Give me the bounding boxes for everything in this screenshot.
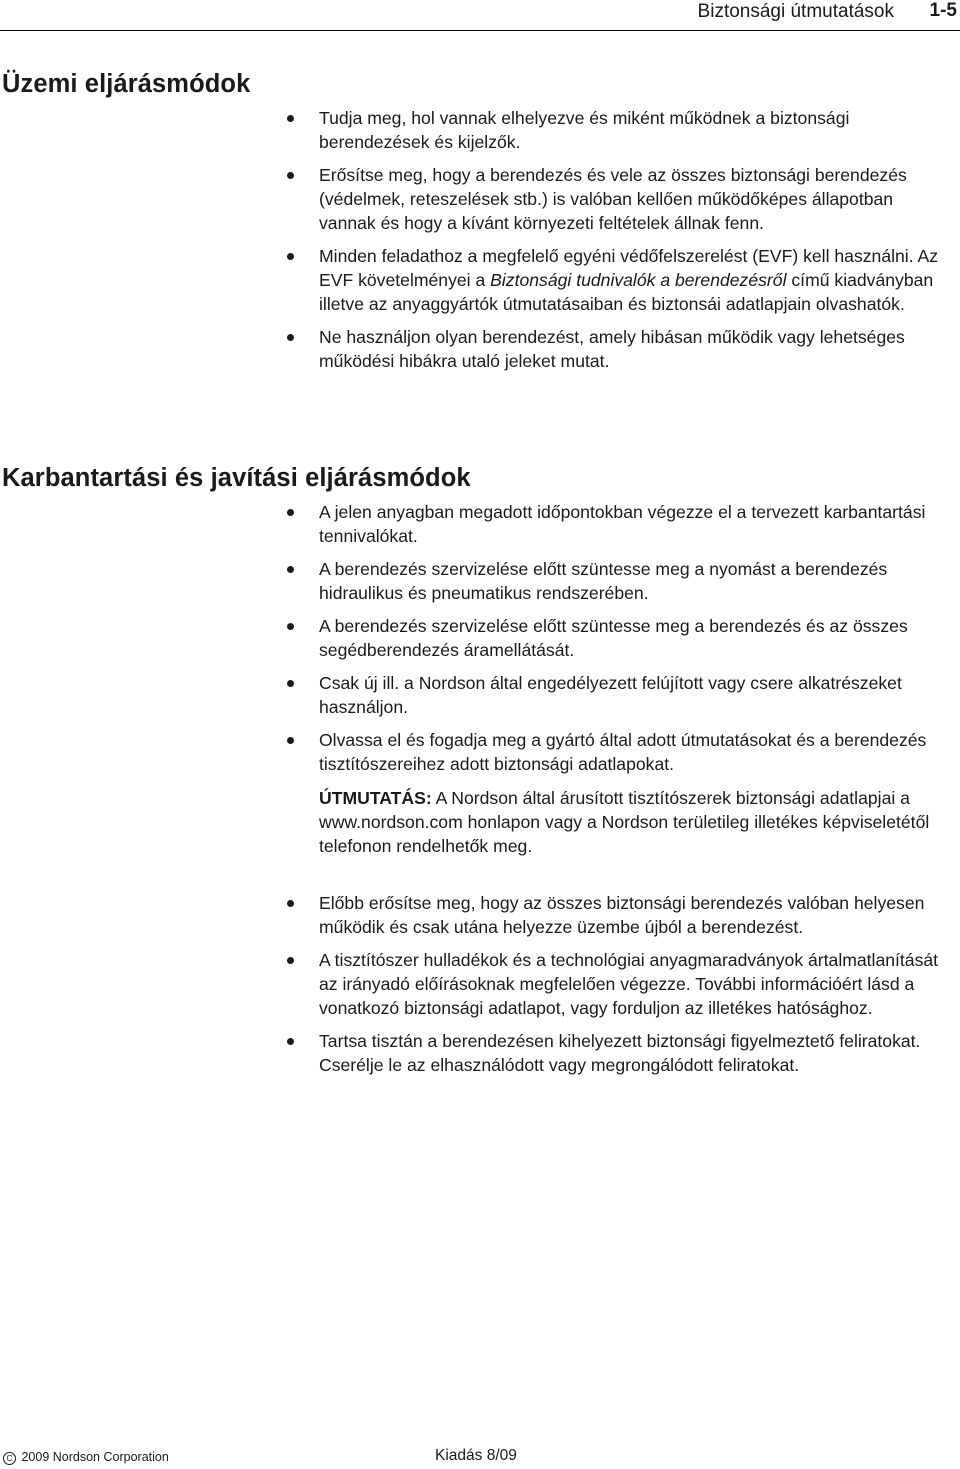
bullet-icon: [287, 253, 294, 260]
page-header: [0, 0, 960, 31]
list-item: Ne használjon olyan berendezést, amely hibásan működik vagy lehetséges működési hibákra utaló jeleket mutat.: [287, 325, 953, 373]
list-item: Olvassa el és fogadja meg a gyártó által adott útmutatásokat és a berendezés tisztítószereihez adott biztonsági adatlapokat. ÚTMUTATÁS: A Nordson által árusított tisztítószerek biztonsági adatlapjai a www.nordson.com honlapon vagy a Nordson területileg illetékes képviseletétől telefonon rendelhetők meg.: [287, 728, 953, 858]
bullet-icon: [287, 334, 294, 341]
list-item: Csak új ill. a Nordson által engedélyezett felújított vagy csere alkatrészeket használjon.: [287, 671, 953, 719]
footer-copyright: C 2009 Nordson Corporation: [3, 1450, 169, 1465]
bullet-icon: [287, 957, 294, 964]
list-item: A jelen anyagban megadott időpontokban végezze el a tervezett karbantartási tennivalókat.: [287, 500, 953, 548]
list-item: Tudja meg, hol vannak elhelyezve és miként működnek a biztonsági berendezések és kijelzők.: [287, 106, 953, 154]
list-item: A berendezés szervizelése előtt szüntesse meg a berendezés és az összes segédberendezés áramellátását.: [287, 614, 953, 662]
bullet-icon: [287, 115, 294, 122]
publication-title: Biztonsági tudnivalók a berendezésről: [490, 270, 787, 290]
footer-edition: Kiadás 8/09: [435, 1447, 517, 1464]
operating-procedures-list: [287, 106, 953, 373]
list-item: Tartsa tisztán a berendezésen kihelyezett biztonsági figyelmeztető feliratokat. Cserélje le az elhasználódott vagy megrongálódott feliratokat.: [287, 1029, 953, 1077]
list-item: Erősítse meg, hogy a berendezés és vele az összes biztonsági berendezés (védelmek, reteszelések stb.) is valóban kellően működőképes állapotban vannak és hogy a kívánt környezeti feltételek állnak fenn.: [287, 163, 953, 235]
bullet-icon: [287, 737, 294, 744]
maintenance-procedures-list: [287, 500, 953, 1077]
section-heading-maintenance: Karbantartási és javítási eljárásmódok: [2, 464, 471, 492]
bullet-icon: [287, 509, 294, 516]
header-section-title: Biztonsági útmutatások: [697, 1, 894, 22]
list-item: A tisztítószer hulladékok és a technológiai anyagmaradványok ártalmatlanítását az irányadó előírásoknak megfelelően végezze. További információért lásd a vonatkozó biztonsági adatlapot, vagy forduljon az illetékes hatósághoz.: [287, 948, 953, 1020]
bullet-icon: [287, 900, 294, 907]
list-item: Előbb erősítse meg, hogy az összes biztonsági berendezés valóban helyesen működik és csak utána helyezze üzembe újból a berendezést.: [287, 891, 953, 939]
bullet-icon: [287, 680, 294, 687]
note-text: A Nordson által árusított tisztítószerek biztonsági adatlapjai a www.nordson.com honlapon vagy a Nordson területileg illetékes képviseletétől telefonon rendelhetők meg.: [319, 788, 930, 856]
bullet-icon: [287, 1038, 294, 1045]
note-block: [319, 786, 953, 858]
section-heading-operating: Üzemi eljárásmódok: [2, 70, 251, 98]
list-item: Minden feladathoz a megfelelő egyéni védőfelszerelést (EVF) kell használni. Az EVF követelményei a Biztonsági tudnivalók a berendezésről című kiadványban illetve az anyaggyártók útmutatásaiban és biztonsái adatlapjain olvashatók.: [287, 244, 953, 316]
note-label: ÚTMUTATÁS:: [319, 788, 432, 808]
bullet-icon: [287, 623, 294, 630]
list-item: A berendezés szervizelése előtt szüntesse meg a nyomást a berendezés hidraulikus és pneumatikus rendszerében.: [287, 557, 953, 605]
page-number: 1-5: [929, 0, 957, 21]
bullet-icon: [287, 566, 294, 573]
bullet-icon: [287, 172, 294, 179]
copyright-icon: C: [3, 1452, 16, 1465]
